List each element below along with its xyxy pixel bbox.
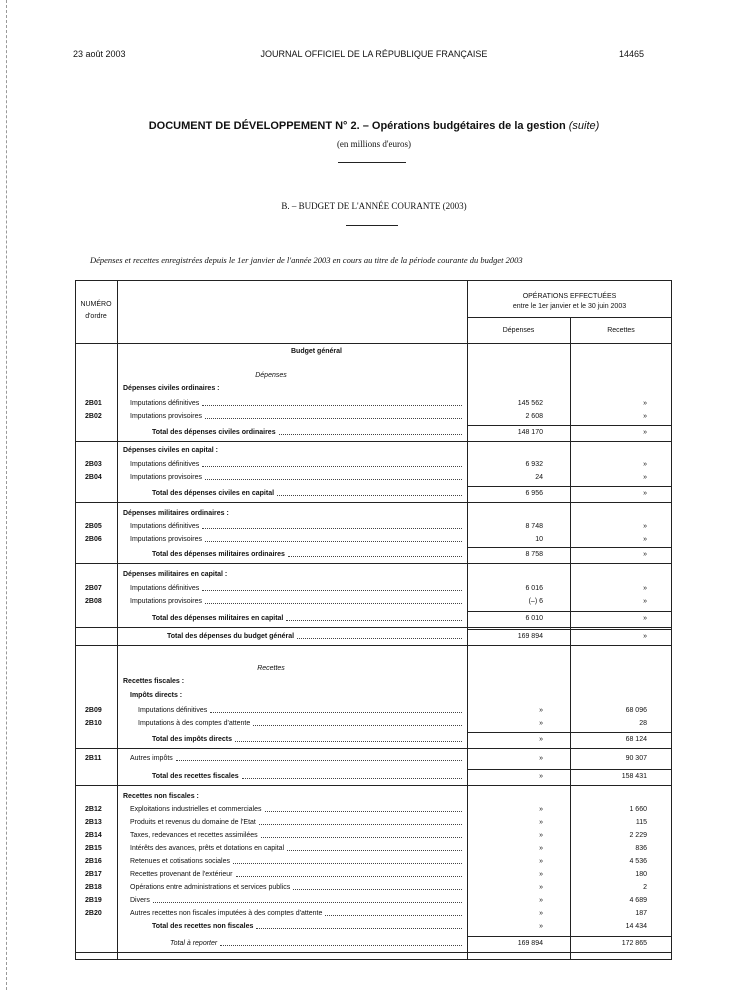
total-rule <box>75 627 672 628</box>
dot-leader <box>153 895 462 903</box>
dot-leader <box>325 908 462 916</box>
depenses-value: » <box>539 884 543 891</box>
row-number: 2B07 <box>85 585 102 592</box>
row-number: 2B06 <box>85 536 102 543</box>
dot-leader <box>205 411 462 419</box>
row-label: Total des dépenses civiles ordinaires <box>152 429 276 436</box>
table-row <box>75 817 672 829</box>
dot-leader <box>261 830 462 838</box>
depenses-value: » <box>539 773 543 780</box>
depenses-value: (–) 6 <box>528 598 543 605</box>
recettes-value: » <box>643 585 647 592</box>
recettes-value: 4 689 <box>629 897 647 904</box>
depenses-value: 169 894 <box>517 940 543 947</box>
depenses-value: » <box>539 819 543 826</box>
document-title-suffix: (suite) <box>568 120 600 132</box>
depenses-value: » <box>539 871 543 878</box>
recettes-value: » <box>643 598 647 605</box>
dot-leader <box>242 771 462 779</box>
row-label: Imputations définitives <box>138 707 208 714</box>
row-label: Dépenses militaires ordinaires : <box>123 510 229 517</box>
dot-leader <box>233 856 462 864</box>
table-row <box>75 921 672 933</box>
table-row <box>75 771 672 783</box>
table-row <box>75 676 672 688</box>
table-row <box>75 398 672 410</box>
recettes-value: » <box>643 461 647 468</box>
table-row <box>75 856 672 868</box>
table-row <box>75 488 672 500</box>
column-header-ordre: d'ordre <box>85 313 107 320</box>
table-row <box>75 882 672 894</box>
recettes-value: » <box>643 536 647 543</box>
row-number: 2B02 <box>85 413 102 420</box>
depenses-value: 10 <box>535 536 543 543</box>
row-label: Imputations provisoires <box>130 413 202 420</box>
row-label: Imputations provisoires <box>130 474 202 481</box>
dot-leader <box>202 583 462 591</box>
table-row <box>75 596 672 608</box>
depenses-value: » <box>539 832 543 839</box>
total-rule <box>75 952 672 953</box>
dot-leader <box>265 804 463 812</box>
row-label: Imputations provisoires <box>130 536 202 543</box>
recettes-value: 4 536 <box>629 858 647 865</box>
table-row <box>75 908 672 920</box>
column-header-recettes: Recettes <box>607 327 635 334</box>
depenses-value: 145 562 <box>517 400 543 407</box>
row-label: Total des recettes fiscales <box>152 773 239 780</box>
column-header-depenses: Dépenses <box>502 327 535 334</box>
row-label: Dépenses militaires en capital : <box>123 571 228 578</box>
recettes-value: 90 307 <box>625 755 647 762</box>
table-row <box>75 663 672 675</box>
row-number: 2B11 <box>85 755 102 762</box>
dot-leader <box>202 521 462 529</box>
table-row <box>75 705 672 717</box>
depenses-value: 6 956 <box>525 490 543 497</box>
table-row <box>75 521 672 533</box>
dot-leader <box>277 488 462 496</box>
depenses-value: 169 894 <box>517 633 543 640</box>
total-rule <box>467 486 672 487</box>
row-label: Budget général <box>291 348 342 355</box>
table-row <box>75 459 672 471</box>
total-rule <box>467 769 672 770</box>
recettes-value: » <box>643 474 647 481</box>
row-label: Imputations définitives <box>130 461 200 468</box>
total-rule <box>467 425 672 426</box>
intro-text: Dépenses et recettes enregistrées depuis le 1er janvier de l'année 2003 en cours au titre de la période courante du budget 2003 <box>90 255 523 265</box>
document-title <box>0 120 748 132</box>
row-label: Dépenses <box>255 372 287 379</box>
recettes-value: » <box>643 413 647 420</box>
depenses-value: 6 016 <box>525 585 543 592</box>
row-label: Imputations définitives <box>130 585 200 592</box>
row-label: Total des recettes non fiscales <box>152 923 254 930</box>
table-row <box>75 753 672 765</box>
row-number: 2B18 <box>85 884 102 891</box>
total-rule <box>75 645 672 646</box>
table-row <box>75 718 672 730</box>
depenses-value: 24 <box>535 474 543 481</box>
table-row <box>75 370 672 382</box>
total-rule <box>467 732 672 733</box>
table-row <box>75 690 672 702</box>
row-number: 2B13 <box>85 819 102 826</box>
depenses-value: » <box>539 736 543 743</box>
table-row <box>75 569 672 581</box>
header-journal-title: JOURNAL OFFICIEL DE LA RÉPUBLIQUE FRANÇAISE <box>260 49 488 59</box>
row-number: 2B17 <box>85 871 102 878</box>
total-rule <box>467 629 672 630</box>
depenses-value: 8 748 <box>525 523 543 530</box>
row-number: 2B20 <box>85 910 102 917</box>
table-row <box>75 534 672 546</box>
row-label: Opérations entre administrations et services publics <box>130 884 291 891</box>
recettes-value: 2 229 <box>629 832 647 839</box>
depenses-value: » <box>539 897 543 904</box>
header-date: 23 août 2003 <box>73 49 126 59</box>
depenses-value: 2 608 <box>525 413 543 420</box>
recettes-value: 14 434 <box>625 923 647 930</box>
dot-leader <box>259 817 462 825</box>
dot-leader <box>205 534 462 542</box>
row-number: 2B03 <box>85 461 102 468</box>
dot-leader <box>288 549 462 557</box>
recettes-value: » <box>643 633 647 640</box>
depenses-value: » <box>539 720 543 727</box>
row-label: Total à reporter <box>170 940 218 947</box>
row-number: 2B16 <box>85 858 102 865</box>
dot-leader <box>176 753 462 761</box>
row-label: Recettes non fiscales : <box>123 793 199 800</box>
total-rule <box>75 563 672 564</box>
table-row <box>75 895 672 907</box>
row-label: Dépenses civiles en capital : <box>123 447 218 454</box>
depenses-value: » <box>539 755 543 762</box>
row-label: Impôts directs : <box>130 692 183 699</box>
depenses-value: » <box>539 707 543 714</box>
recettes-value: » <box>643 615 647 622</box>
title-divider <box>338 162 406 163</box>
total-rule <box>75 748 672 749</box>
recettes-value: » <box>643 551 647 558</box>
row-number: 2B01 <box>85 400 102 407</box>
table-row <box>75 869 672 881</box>
recettes-value: » <box>643 429 647 436</box>
dot-leader <box>256 921 462 929</box>
total-rule <box>467 547 672 548</box>
header-page-number: 14465 <box>618 49 644 59</box>
depenses-value: » <box>539 806 543 813</box>
dot-leader <box>202 459 462 467</box>
depenses-value: 6 932 <box>525 461 543 468</box>
depenses-value: 148 170 <box>517 429 543 436</box>
recettes-value: 68 096 <box>625 707 647 714</box>
total-rule <box>75 785 672 786</box>
table-row <box>75 843 672 855</box>
column-header-operations: OPÉRATIONS EFFECTUÉES <box>522 293 617 300</box>
recettes-value: 187 <box>635 910 647 917</box>
row-label: Total des impôts directs <box>152 736 232 743</box>
recettes-value: 836 <box>635 845 647 852</box>
row-number: 2B10 <box>85 720 102 727</box>
row-label: Recettes fiscales : <box>123 678 185 685</box>
recettes-value: » <box>643 490 647 497</box>
table-row <box>75 445 672 457</box>
row-number: 2B14 <box>85 832 102 839</box>
row-label: Recettes <box>257 665 285 672</box>
total-rule <box>467 936 672 937</box>
header-rule-bottom <box>75 343 672 344</box>
recettes-value: 1 660 <box>629 806 647 813</box>
row-number: 2B05 <box>85 523 102 530</box>
row-label: Recettes provenant de l'extérieur <box>130 871 233 878</box>
recettes-value: 158 431 <box>621 773 647 780</box>
dot-leader <box>235 734 462 742</box>
table-row <box>75 613 672 625</box>
section-divider <box>346 225 398 226</box>
dot-leader <box>253 718 462 726</box>
dot-leader <box>205 472 462 480</box>
recettes-value: 180 <box>635 871 647 878</box>
recettes-value: » <box>643 400 647 407</box>
row-label: Divers <box>130 897 150 904</box>
depenses-value: 8 758 <box>525 551 543 558</box>
row-number: 2B04 <box>85 474 102 481</box>
row-label: Dépenses civiles ordinaires : <box>123 385 220 392</box>
unit-note: (en millions d'euros) <box>336 139 412 149</box>
dot-leader <box>297 631 462 639</box>
depenses-value: 6 010 <box>525 615 543 622</box>
table-row <box>75 472 672 484</box>
row-number: 2B19 <box>85 897 102 904</box>
section-heading: B. – BUDGET DE L'ANNÉE COURANTE (2003) <box>281 201 467 211</box>
table-row <box>75 383 672 395</box>
row-label: Imputations provisoires <box>130 598 202 605</box>
row-label: Autres recettes non fiscales imputées à des comptes d'attente <box>130 910 323 917</box>
row-label: Exploitations industrielles et commerciales <box>130 806 262 813</box>
row-label: Imputations définitives <box>130 400 200 407</box>
row-label: Total des dépenses du budget général <box>167 633 295 640</box>
depenses-value: » <box>539 923 543 930</box>
dot-leader <box>202 398 462 406</box>
recettes-value: 2 <box>643 884 647 891</box>
table-row <box>75 938 672 950</box>
table-row <box>75 411 672 423</box>
dot-leader <box>286 613 462 621</box>
depenses-value: » <box>539 858 543 865</box>
recettes-value: 28 <box>639 720 647 727</box>
recettes-value: » <box>643 523 647 530</box>
column-header-numero: NUMÉRO <box>80 301 112 308</box>
row-number: 2B15 <box>85 845 102 852</box>
table-row <box>75 346 672 358</box>
table-row <box>75 631 672 643</box>
table-row <box>75 791 672 803</box>
row-label: Imputations à des comptes d'attente <box>138 720 251 727</box>
row-label: Taxes, redevances et recettes assimilées <box>130 832 258 839</box>
table-row <box>75 549 672 561</box>
recettes-value: 172 865 <box>621 940 647 947</box>
depenses-value: » <box>539 845 543 852</box>
depenses-value: » <box>539 910 543 917</box>
dot-leader <box>293 882 462 890</box>
row-label: Total des dépenses militaires ordinaires <box>152 551 285 558</box>
row-label: Retenues et cotisations sociales <box>130 858 230 865</box>
total-rule <box>467 611 672 612</box>
row-number: 2B12 <box>85 806 102 813</box>
row-label: Imputations définitives <box>130 523 200 530</box>
dot-leader <box>236 869 462 877</box>
document-title-main: DOCUMENT DE DÉVELOPPEMENT N° 2. – Opérations budgétaires de la gestion <box>148 120 566 132</box>
row-label: Total des dépenses civiles en capital <box>152 490 275 497</box>
table-row <box>75 830 672 842</box>
recettes-value: 68 124 <box>625 736 647 743</box>
dot-leader <box>279 427 462 435</box>
row-label: Total des dépenses militaires en capital <box>152 615 284 622</box>
table-row <box>75 508 672 520</box>
table-row <box>75 427 672 439</box>
dot-leader <box>220 938 462 946</box>
dot-leader <box>210 705 462 713</box>
recettes-value: 115 <box>635 819 647 826</box>
row-label: Intérêts des avances, prêts et dotations en capital <box>130 845 285 852</box>
total-rule <box>75 502 672 503</box>
row-label: Autres impôts <box>130 755 173 762</box>
row-number: 2B08 <box>85 598 102 605</box>
table-row <box>75 734 672 746</box>
dot-leader <box>205 596 462 604</box>
dot-leader <box>287 843 462 851</box>
total-rule <box>75 441 672 442</box>
row-number: 2B09 <box>85 707 102 714</box>
table-row <box>75 583 672 595</box>
row-label: Produits et revenus du domaine de l'Etat <box>130 819 256 826</box>
table-row <box>75 804 672 816</box>
header-rule-ops <box>467 317 672 318</box>
column-header-period: entre le 1er janvier et le 30 juin 2003 <box>512 303 627 310</box>
